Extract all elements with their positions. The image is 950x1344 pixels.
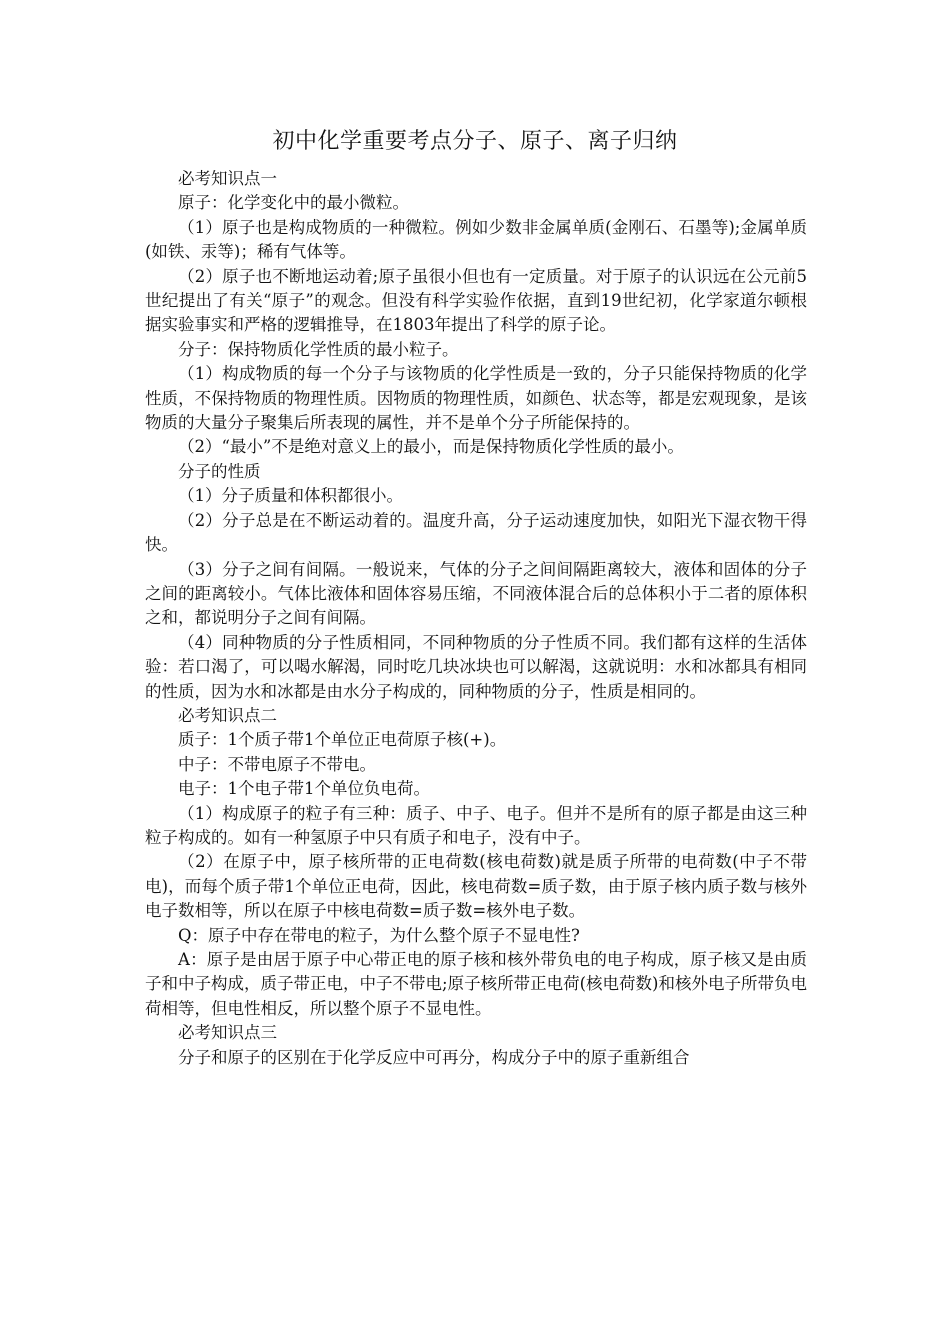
paragraph: （1）构成物质的每一个分子与该物质的化学性质是一致的，分子只能保持物质的化学性质，不保持物质的物理性质。因物质的物理性质，如颜色、状态等，都是宏观现象，是该物质的大量分子聚集后所表现的属性，并不是单个分子所能保持的。 bbox=[145, 364, 807, 433]
paragraph: 分子和原子的区别在于化学反应中可再分，构成分子中的原子重新组合 bbox=[178, 1047, 690, 1067]
paragraph: 原子：化学变化中的最小微粒。 bbox=[178, 193, 409, 213]
paragraph: （2）在原子中，原子核所带的正电荷数(核电荷数)就是质子所带的电荷数(中子不带电)，而每个质子带1个单位正电荷，因此，核电荷数=质子数，由于原子核内质子数与核外电子数相等，所以在原子中核电荷数=质子数=核外电子数。 bbox=[145, 852, 807, 921]
question-paragraph: Q：原子中存在带电的粒子，为什么整个原子不显电性? bbox=[178, 925, 580, 945]
paragraph: （1）构成原子的粒子有三种：质子、中子、电子。但并不是所有的原子都是由这三种粒子构成的。如有一种氢原子中只有质子和电子，没有中子。 bbox=[145, 803, 807, 847]
paragraph: （1）分子质量和体积都很小。 bbox=[178, 486, 403, 506]
paragraph: （3）分子之间有间隔。一般说来，气体的分子之间间隔距离较大，液体和固体的分子之间的距离较小。气体比液体和固体容易压缩，不同液体混合后的总体积小于二者的原体积之和，都说明分子之间有间隔。 bbox=[145, 559, 807, 628]
paragraph: （4）同种物质的分子性质相同，不同种物质的分子性质不同。我们都有这样的生活体验：若口渴了，可以喝水解渴，同时吃几块冰块也可以解渴，这就说明：水和冰都具有相同的性质，因为水和冰都是由水分子构成的，同种物质的分子，性质是相同的。 bbox=[145, 632, 807, 701]
paragraph: 中子：不带电原子不带电。 bbox=[178, 754, 376, 774]
paragraph: 分子的性质 bbox=[178, 461, 261, 481]
section-heading: 必考知识点一 bbox=[178, 169, 277, 188]
paragraph: 分子：保持物质化学性质的最小粒子。 bbox=[178, 339, 459, 359]
paragraph: 质子：1个质子带1个单位正电荷原子核(+)。 bbox=[178, 730, 507, 750]
paragraph: （1）原子也是构成物质的一种微粒。例如少数非金属单质(金刚石、石墨等);金属单质(如铁、汞等)；稀有气体等。 bbox=[145, 217, 807, 262]
document-title: 初中化学重要考点分子、原子、离子归纳 bbox=[272, 129, 678, 154]
section-heading: 必考知识点三 bbox=[178, 1023, 277, 1043]
paragraph: （2）“最小”不是绝对意义上的最小，而是保持物质化学性质的最小。 bbox=[178, 437, 684, 457]
document-body bbox=[145, 167, 807, 1070]
answer-paragraph: A：原子是由居于原子中心带正电的原子核和核外带负电的电子构成，原子核又是由质子和中子构成，质子带正电，中子不带电;原子核所带正电荷(核电荷数)和核外电子所带负电荷相等，但电性相反，所以整个原子不显电性。 bbox=[145, 950, 807, 1018]
section-heading: 必考知识点二 bbox=[178, 705, 277, 725]
paragraph: 电子：1个电子带1个单位负电荷。 bbox=[178, 779, 430, 799]
paragraph: （2）原子也不断地运动着;原子虽很小但也有一定质量。对于原子的认识远在公元前5世纪提出了有关“原子”的观念。但没有科学实验作依据，直到19世纪初，化学家道尔顿根据实验事实和严格的逻辑推导，在1803年提出了科学的原子论。 bbox=[145, 266, 807, 335]
paragraph: （2）分子总是在不断运动着的。温度升高，分子运动速度加快，如阳光下湿衣物干得快。 bbox=[145, 510, 807, 555]
